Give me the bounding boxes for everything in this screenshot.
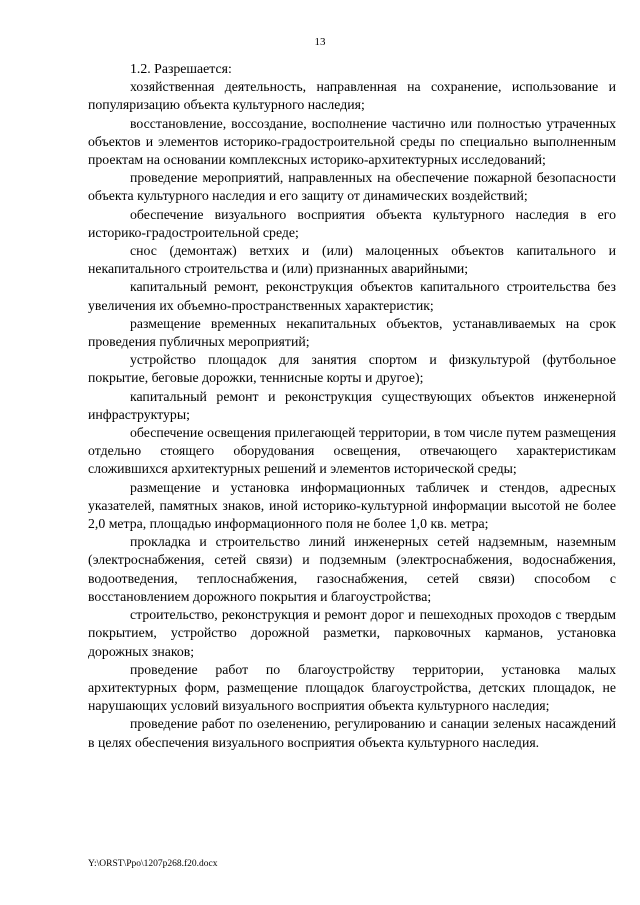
paragraph-3: проведение мероприятий, направленных на обеспечение пожарной безопасности объекта культурного наследия и его защиту от динамических воздействий; (88, 170, 616, 204)
document-body (88, 60, 616, 752)
paragraph-1: хозяйственная деятельность, направленная на сохранение, использование и популяризацию объекта культурного наследия; (88, 79, 616, 113)
footer-file-path: Y:\ORST\Ppo\1207p268.f20.docx (88, 859, 218, 869)
paragraph-8: устройство площадок для занятия спортом и физкультурой (футбольное покрытие, беговые дорожки, теннисные корты и другое); (88, 352, 616, 386)
paragraph-7: размещение временных некапитальных объектов, устанавливаемых на срок проведения публичных мероприятий; (88, 315, 616, 350)
paragraph-11: размещение и установка информационных табличек и стендов, адресных указателей, памятных знаков, иной историко-культурной информации высотой не более 2,0 метра, площадью информационного поля не более 1,0 кв. метра; (88, 479, 616, 532)
paragraph-15: проведение работ по озеленению, регулированию и санации зеленых насаждений в целях обеспечения визуального восприятия объекта культурного наследия. (88, 716, 616, 750)
paragraph-6: капитальный ремонт, реконструкция объектов капитального строительства без увеличения их объемно-пространственных характеристик; (88, 279, 616, 313)
paragraph-10: обеспечение освещения прилегающей территории, в том числе путем размещения отдельно стоящего оборудования освещения, отвечающего характеристикам сложившихся архитектурных решений и элементов исторической среды; (88, 425, 616, 477)
paragraph-5: снос (демонтаж) ветхих и (или) малоценных объектов капитального и некапитального строительства и (или) признанных аварийными; (88, 243, 616, 277)
paragraph-14: проведение работ по благоустройству территории, установка малых архитектурных форм, размещение площадок благоустройства, детских площадок, не нарушающих условий визуального восприятия объекта культурного наследия; (88, 661, 616, 714)
section-heading: 1.2. Разрешается: (130, 61, 232, 76)
page-number: 13 (314, 36, 326, 48)
paragraph-4: обеспечение визуального восприятия объекта культурного наследия в его историко-градостроительной среде; (88, 206, 616, 240)
paragraph-12: прокладка и строительство линий инженерных сетей надземным, наземным (электроснабжения, сетей связи) и подземным (электроснабжения, водоснабжения, водоотведения, теплоснабжения, газоснабжения, сетей связи) способом с восстановлением дорожного покрытия и благоустройства; (88, 534, 616, 604)
paragraph-13: строительство, реконструкция и ремонт дорог и пешеходных проходов с твердым покрытием, устройство дорожной разметки, парковочных карманов, установка дорожных знаков; (88, 607, 616, 659)
paragraph-2: восстановление, воссоздание, восполнение частично или полностью утраченных объектов и элементов историко-градостроительной среды по специально выполненным проектам на основании комплексных историко-архитектурных исследований; (88, 115, 616, 168)
paragraph-9: капитальный ремонт и реконструкция существующих объектов инженерной инфраструктуры; (88, 388, 616, 422)
